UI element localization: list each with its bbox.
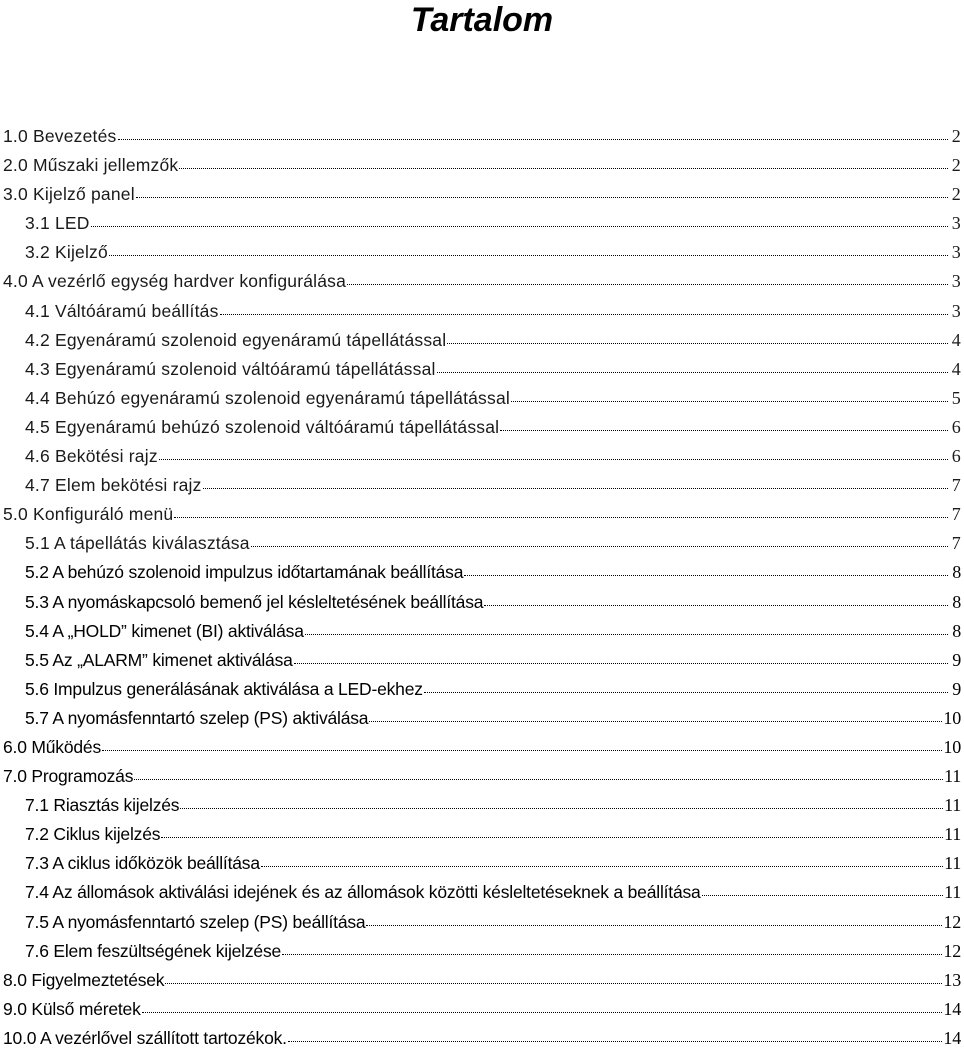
toc-page-number: 3: [951, 271, 961, 292]
toc-entry[interactable]: [3, 151, 961, 180]
toc-entry-title: 4.5 Egyenáramú behúzó szolenoid váltóáramú tápellátással: [25, 416, 500, 437]
toc-dot-leader: [220, 310, 948, 315]
toc-entry-title: 2.0 Műszaki jellemzők: [3, 155, 179, 176]
toc-page-number: 11: [944, 824, 961, 845]
toc-entry[interactable]: [3, 122, 961, 151]
toc-page-number: 12: [943, 911, 961, 932]
toc-entry[interactable]: [3, 1024, 961, 1053]
toc-page-number: 6: [951, 446, 961, 467]
toc-page-number: 8: [952, 591, 961, 612]
toc-page-number: 2: [951, 184, 961, 205]
toc-entry-title: 7.6 Elem feszültségének kijelzése: [25, 940, 282, 961]
toc-entry[interactable]: [3, 471, 961, 500]
toc-entry-title: 7.2 Ciklus kijelzés: [25, 824, 161, 845]
toc-dot-leader: [102, 746, 942, 751]
toc-entry-title: 4.3 Egyenáramú szolenoid váltóáramú tápellátással: [25, 358, 436, 379]
toc-dot-leader: [165, 979, 942, 984]
toc-page-number: 3: [951, 300, 961, 321]
toc-entry[interactable]: [3, 413, 961, 442]
toc-dot-leader: [702, 891, 943, 896]
toc-page-number: 8: [952, 562, 961, 583]
toc-dot-leader: [294, 659, 948, 664]
toc-entry-title: 4.6 Bekötési rajz: [25, 446, 158, 467]
toc-page-number: 5: [951, 387, 961, 408]
toc-page-number: 3: [951, 213, 961, 234]
toc-dot-leader: [369, 717, 942, 722]
toc-page-number: 7: [951, 504, 961, 525]
toc-entry-title: 5.0 Konfiguráló menü: [3, 504, 174, 525]
toc-dot-leader: [134, 775, 943, 780]
toc-entry-title: 5.3 A nyomáskapcsoló bemenő jel késleltetésének beállítása: [25, 591, 484, 612]
toc-dot-leader: [251, 542, 948, 547]
toc-dot-leader: [464, 571, 948, 576]
toc-entry[interactable]: [3, 966, 961, 995]
toc-entry[interactable]: [3, 908, 961, 937]
toc-page-number: 14: [943, 1027, 961, 1048]
toc-dot-leader: [142, 1008, 943, 1013]
toc-entry-title: 7.4 Az állomások aktiválási idejének és az állomások közötti késleltetéseknek a beállítása: [25, 882, 701, 903]
toc-entry[interactable]: [3, 238, 961, 267]
toc-page-number: 4: [951, 358, 961, 379]
toc-page-number: 9: [952, 649, 961, 670]
toc-entry[interactable]: [3, 733, 961, 762]
toc-entry-title: 5.4 A „HOLD” kimenet (BI) aktiválása: [25, 620, 304, 641]
toc-entry-title: 9.0 Külső méretek: [3, 998, 141, 1019]
toc-entry[interactable]: [3, 762, 961, 791]
toc-entry[interactable]: [3, 820, 961, 849]
toc-dot-leader: [109, 251, 948, 256]
toc-entry-title: 4.0 A vezérlő egység hardver konfigurálása: [3, 271, 347, 292]
toc-page-number: 10: [943, 736, 961, 757]
toc-dot-leader: [282, 950, 942, 955]
toc-dot-leader: [305, 630, 948, 635]
toc-page-number: 11: [944, 795, 961, 816]
toc-page-number: 13: [943, 969, 961, 990]
toc-entry-title: 1.0 Bevezetés: [3, 126, 117, 146]
toc-dot-leader: [180, 804, 943, 809]
toc-page-number: 9: [952, 678, 961, 699]
toc-entry-title: 6.0 Működés: [3, 736, 101, 757]
toc-entry-title: 3.1 LED: [25, 213, 90, 234]
toc-entry[interactable]: [3, 704, 961, 733]
toc-entry[interactable]: [3, 326, 961, 355]
toc-entry[interactable]: [3, 937, 961, 966]
toc-entry[interactable]: [3, 529, 961, 558]
toc-entry-title: 5.2 A behúzó szolenoid impulzus időtartamának beállítása: [25, 562, 464, 583]
toc-page-number: 4: [951, 329, 961, 350]
toc-page-number: 3: [951, 242, 961, 263]
toc-entry-title: 3.2 Kijelző: [25, 242, 108, 263]
toc-entry-title: 10.0 A vezérlővel szállított tartozékok.: [3, 1027, 287, 1048]
toc-page-number: 11: [944, 766, 961, 787]
toc-entry[interactable]: [3, 849, 961, 878]
toc-entry[interactable]: [3, 180, 961, 209]
toc-entry-title: 8.0 Figyelmeztetések: [3, 969, 165, 990]
toc-entry-title: 4.7 Elem bekötési rajz: [25, 475, 202, 496]
toc-entry-title: 4.2 Egyenáramú szolenoid egyenáramú tápellátással: [25, 329, 447, 350]
toc-dot-leader: [261, 862, 943, 867]
toc-entry[interactable]: [3, 878, 961, 907]
toc-dot-leader: [500, 426, 948, 431]
page-title: Tartalom: [410, 1, 554, 39]
toc-dot-leader: [179, 164, 948, 169]
toc-entry[interactable]: [3, 442, 961, 471]
toc-page-number: 11: [944, 853, 961, 874]
toc-page-number: 11: [944, 882, 961, 903]
toc-page-number: 2: [951, 126, 961, 146]
toc-page-number: 6: [951, 416, 961, 437]
toc-entry-title: 5.1 A tápellátás kiválasztása: [25, 533, 250, 554]
toc-entry[interactable]: [3, 646, 961, 675]
toc-dot-leader: [159, 455, 948, 460]
toc-entry[interactable]: [3, 355, 961, 384]
toc-entry-title: 5.7 A nyomásfenntartó szelep (PS) aktiválása: [25, 707, 369, 728]
toc-entry[interactable]: [3, 209, 961, 238]
toc-entry-title: 7.0 Programozás: [3, 766, 134, 787]
toc-entry[interactable]: [3, 267, 961, 296]
toc-entry-title: 5.6 Impulzus generálásának aktiválása a LED-ekhez: [25, 678, 423, 699]
toc-entry-title: 5.5 Az „ALARM” kimenet aktiválása: [25, 649, 293, 670]
toc-dot-leader: [511, 397, 948, 402]
toc-dot-leader: [118, 135, 948, 140]
toc-dot-leader: [437, 368, 948, 373]
toc-entry[interactable]: [3, 617, 961, 646]
table-of-contents: [3, 122, 961, 1053]
toc-dot-leader: [174, 513, 948, 518]
toc-entry[interactable]: [3, 995, 961, 1024]
toc-dot-leader: [136, 193, 948, 198]
toc-entry[interactable]: [3, 791, 961, 820]
toc-entry-title: 7.5 A nyomásfenntartó szelep (PS) beállítása: [25, 911, 366, 932]
toc-dot-leader: [347, 280, 948, 285]
toc-dot-leader: [161, 833, 943, 838]
toc-dot-leader: [424, 688, 948, 693]
toc-dot-leader: [366, 921, 942, 926]
toc-dot-leader: [447, 339, 948, 344]
toc-entry[interactable]: [3, 558, 961, 587]
toc-page-number: 10: [943, 707, 961, 728]
toc-entry-title: 7.1 Riasztás kijelzés: [25, 795, 180, 816]
toc-entry-title: 7.3 A ciklus időközök beállítása: [25, 853, 260, 874]
toc-page-number: 12: [943, 940, 961, 961]
toc-dot-leader: [288, 1037, 943, 1042]
toc-entry[interactable]: [3, 500, 961, 529]
toc-page-number: 8: [952, 620, 961, 641]
toc-dot-leader: [484, 601, 948, 606]
toc-page-number: 2: [951, 155, 961, 176]
toc-entry[interactable]: [3, 297, 961, 326]
toc-entry[interactable]: [3, 588, 961, 617]
toc-entry-title: 3.0 Kijelző panel: [3, 184, 135, 205]
toc-entry[interactable]: [3, 675, 961, 704]
toc-entry[interactable]: [3, 384, 961, 413]
toc-entry-title: 4.1 Váltóáramú beállítás: [25, 300, 219, 321]
toc-dot-leader: [203, 484, 948, 489]
toc-dot-leader: [91, 222, 948, 227]
toc-entry-title: 4.4 Behúzó egyenáramú szolenoid egyenáramú tápellátással: [25, 387, 510, 408]
toc-page-number: 7: [951, 475, 961, 496]
toc-page-number: 14: [943, 998, 961, 1019]
toc-page-number: 7: [951, 533, 961, 554]
